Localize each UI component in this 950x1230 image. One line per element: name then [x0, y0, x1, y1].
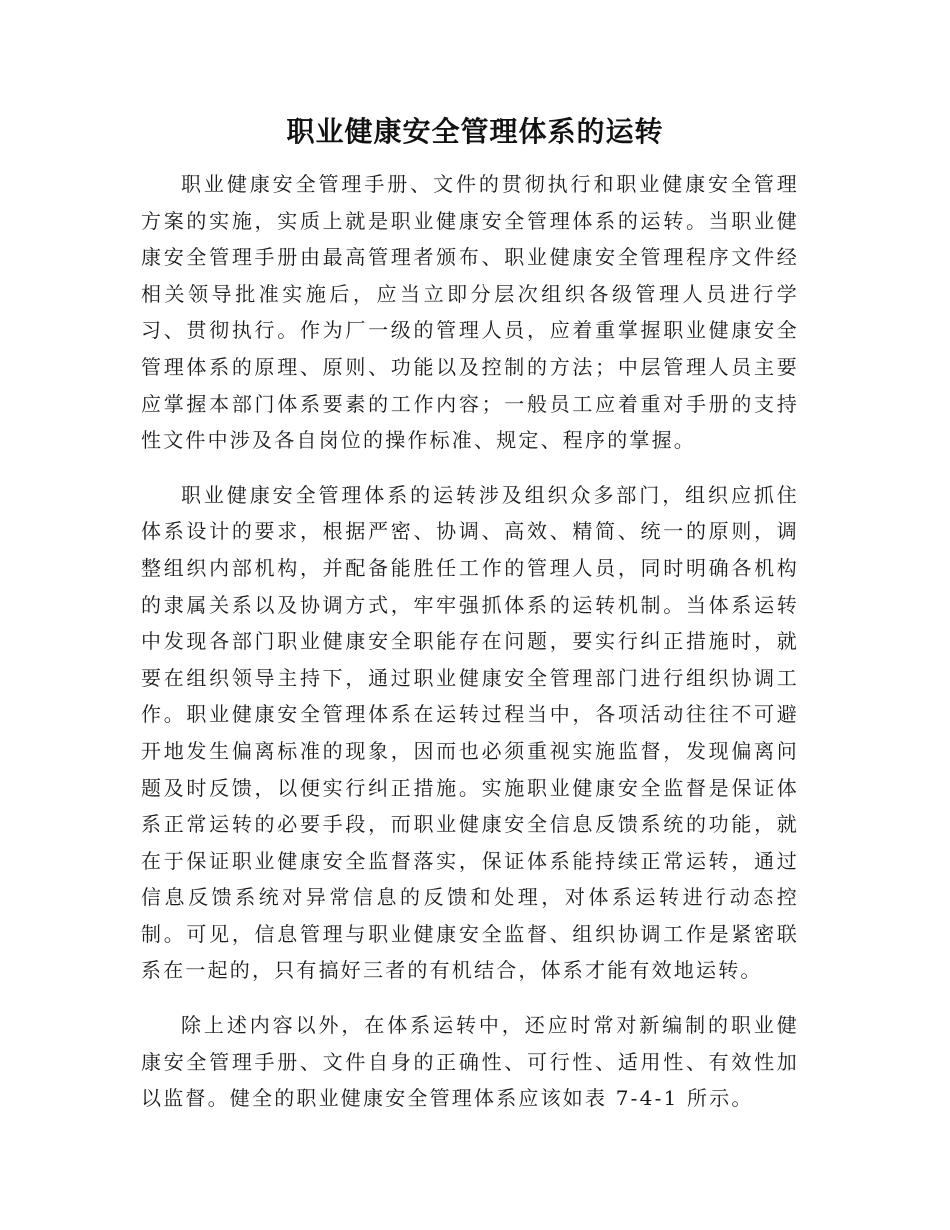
paragraph-2: 职业健康安全管理体系的运转涉及组织众多部门，组织应抓住体系设计的要求，根据严密、协调、高效、精简、统一的原则，调整组织内部机构，并配备能胜任工作的管理人员，同时明确各机构的隶属关系以及协调方式，牢牢强抓体系的运转机制。当体系运转中发现各部门职业健康安全职能存在问题，要实行纠正措施时，就要在组织领导主持下，通过职业健康安全管理部门进行组织协调工作。职业健康安全管理体系在运转过程当中，各项活动往往不可避开地发生偏离标准的现象，因而也必须重视实施监督，发现偏离问题及时反馈，以便实行纠正措施。实施职业健康安全监督是保证体系正常运转的必要手段，而职业健康安全信息反馈系统的功能，就在于保证职业健康安全监督落实，保证体系能持续正常运转，通过信息反馈系统对异常信息的反馈和处理，对体系运转进行动态控制。可见，信息管理与职业健康安全监督、组织协调工作是紧密联系在一起的，只有搞好三者的有机结合，体系才能有效地运转。: [141, 482, 799, 983]
document-body: [141, 166, 799, 1135]
document-title: 职业健康安全管理体系的运转: [286, 115, 664, 148]
paragraph-3: 除上述内容以外，在体系运转中，还应时常对新编制的职业健康安全管理手册、文件自身的正确性、可行性、适用性、有效性加以监督。健全的职业健康安全管理体系应该如表 7-4-1 所示。: [141, 1013, 799, 1111]
paragraph-1: 职业健康安全管理手册、文件的贯彻执行和职业健康安全管理方案的实施，实质上就是职业健康安全管理体系的运转。当职业健康安全管理手册由最高管理者颁布、职业健康安全管理程序文件经相关领导批准实施后，应当立即分层次组织各级管理人员进行学习、贯彻执行。作为厂一级的管理人员，应着重掌握职业健康安全管理体系的原理、原则、功能以及控制的方法；中层管理人员主要应掌握本部门体系要素的工作内容；一般员工应着重对手册的支持性文件中涉及各自岗位的操作标准、规定、程序的掌握。: [141, 172, 799, 453]
